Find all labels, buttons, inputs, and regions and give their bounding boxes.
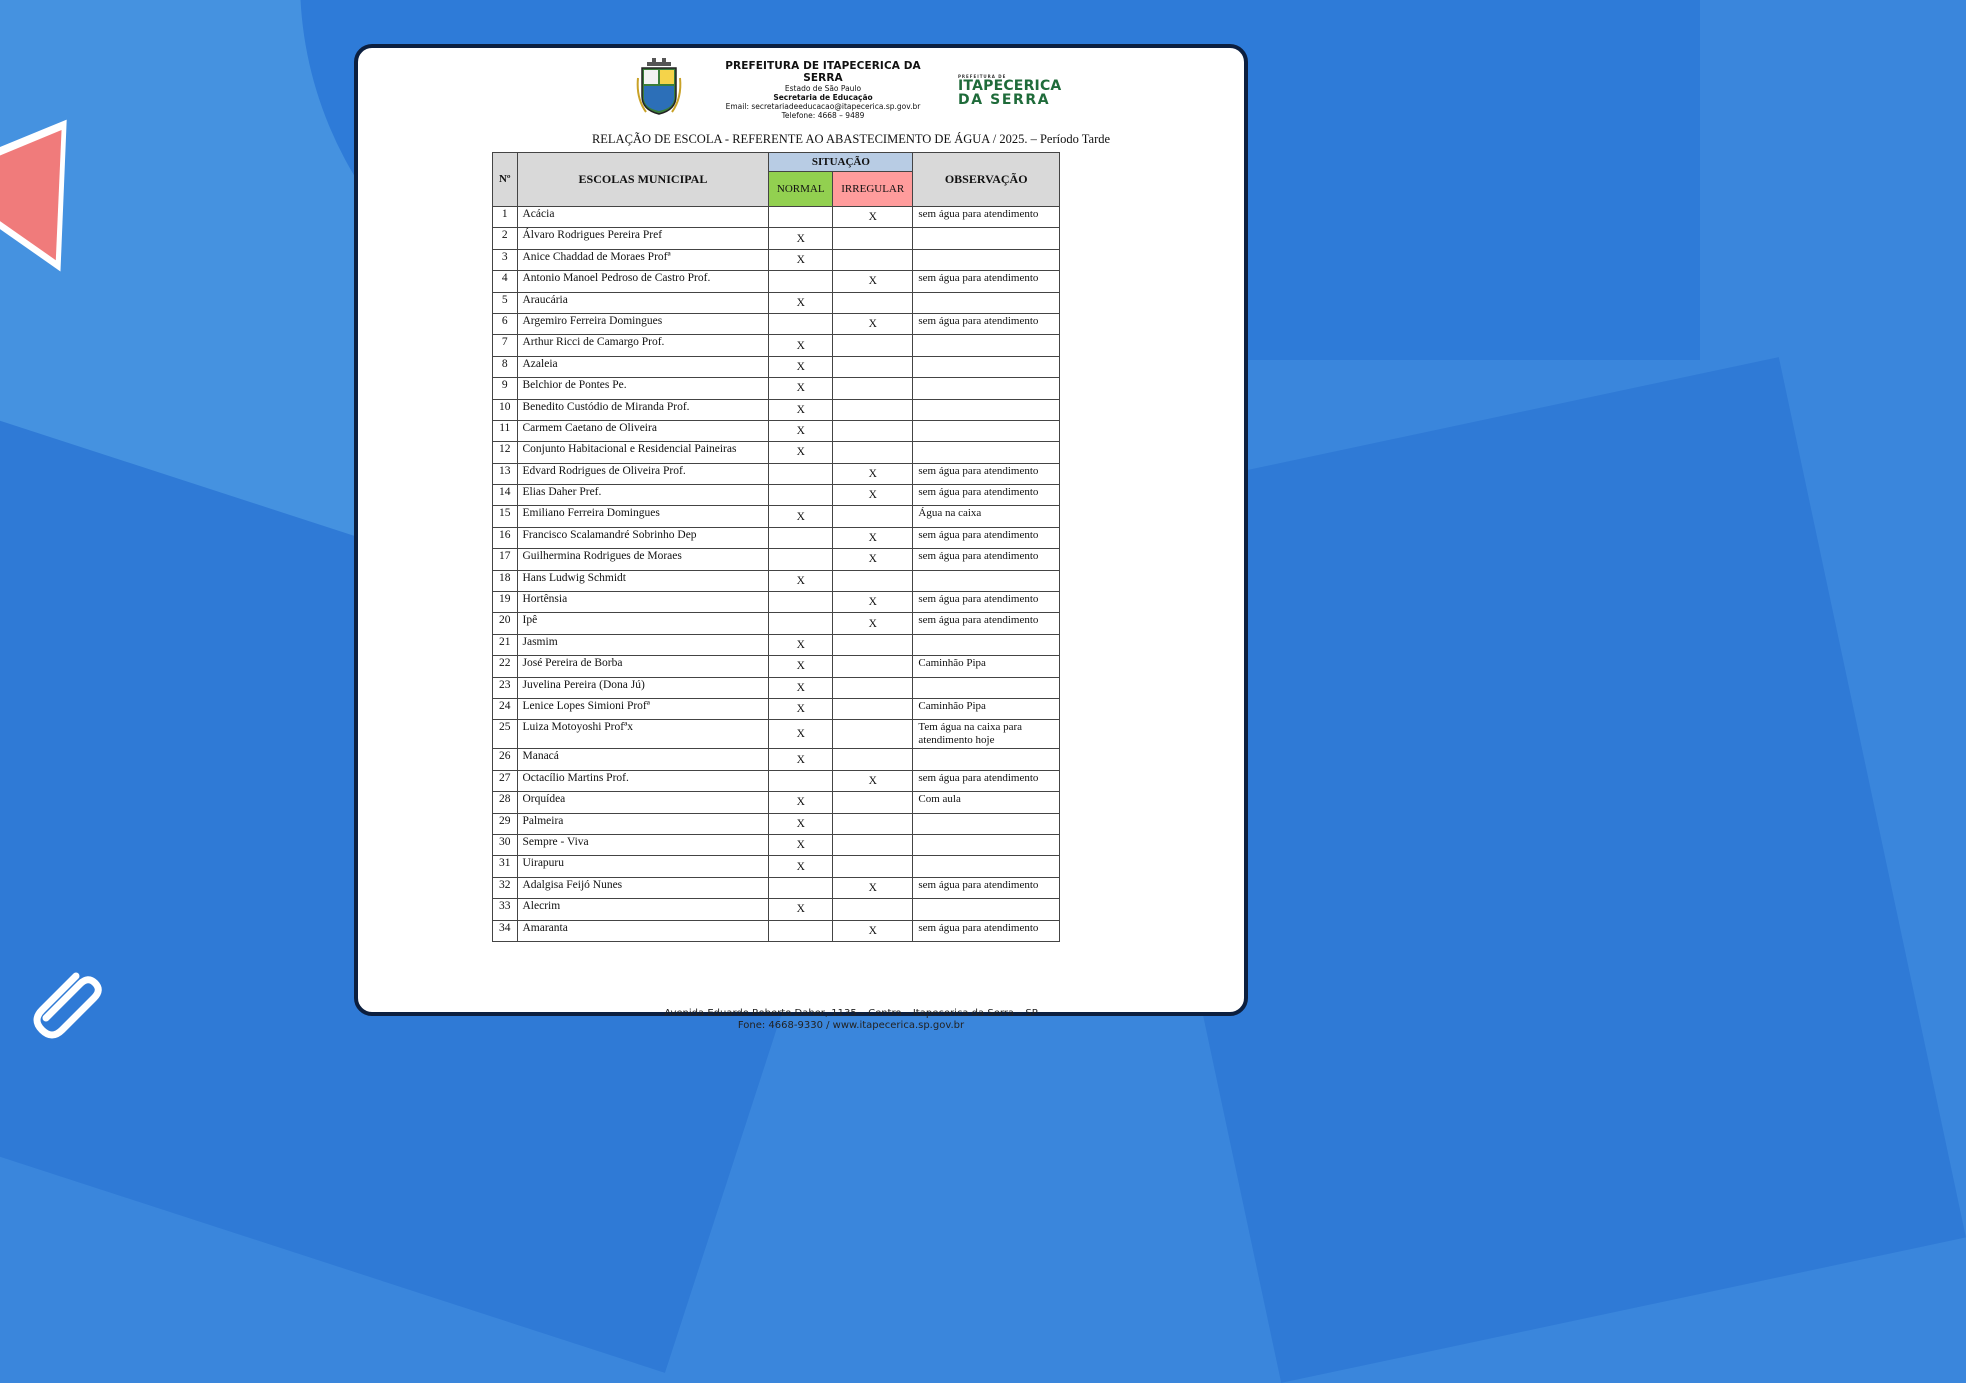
table-row — [493, 770, 1060, 791]
observation-text: sem água para atendimento — [913, 613, 1060, 634]
col-header-normal: NORMAL — [769, 172, 833, 207]
normal-mark: X — [769, 792, 833, 813]
observation-text — [913, 899, 1060, 920]
normal-mark: X — [769, 856, 833, 877]
row-number: 5 — [493, 292, 518, 313]
table-row — [493, 656, 1060, 677]
table-row — [493, 877, 1060, 898]
table-row — [493, 792, 1060, 813]
normal-mark: X — [769, 292, 833, 313]
observation-text — [913, 292, 1060, 313]
observation-text: Água na caixa — [913, 506, 1060, 527]
irregular-mark — [833, 335, 913, 356]
org-name: PREFEITURA DE ITAPECERICA DA SERRA — [725, 60, 921, 84]
table-body — [493, 207, 1060, 942]
city-logo — [958, 74, 1062, 108]
row-number: 26 — [493, 749, 518, 770]
school-name: Argemiro Ferreira Domingues — [517, 313, 769, 334]
irregular-mark — [833, 834, 913, 855]
row-number: 14 — [493, 485, 518, 506]
footer-contact: Fone: 4668-9330 / www.itapecerica.sp.gov.br — [737, 1020, 965, 1031]
table-row — [493, 720, 1060, 749]
table-row — [493, 271, 1060, 292]
irregular-mark — [833, 720, 913, 749]
document-title: RELAÇÃO DE ESCOLA - REFERENTE AO ABASTECIMENTO DE ÁGUA / 2025. – Período Tarde — [591, 132, 1111, 146]
row-number: 30 — [493, 834, 518, 855]
normal-mark — [769, 549, 833, 570]
school-name: Juvelina Pereira (Dona Jú) — [517, 677, 769, 698]
row-number: 23 — [493, 677, 518, 698]
normal-mark: X — [769, 634, 833, 655]
table-row — [493, 292, 1060, 313]
normal-mark: X — [769, 506, 833, 527]
row-number: 33 — [493, 899, 518, 920]
row-number: 27 — [493, 770, 518, 791]
table-row — [493, 378, 1060, 399]
irregular-mark — [833, 292, 913, 313]
observation-text: sem água para atendimento — [913, 485, 1060, 506]
school-name: Uirapuru — [517, 856, 769, 877]
irregular-mark: X — [833, 549, 913, 570]
observation-text: Com aula — [913, 792, 1060, 813]
table-row — [493, 485, 1060, 506]
table-row — [493, 442, 1060, 463]
observation-text: sem água para atendimento — [913, 920, 1060, 941]
school-name: Benedito Custódio de Miranda Prof. — [517, 399, 769, 420]
letterhead — [358, 58, 1244, 128]
row-number: 8 — [493, 356, 518, 377]
school-name: Sempre - Viva — [517, 834, 769, 855]
row-number: 22 — [493, 656, 518, 677]
observation-text — [913, 399, 1060, 420]
footer — [358, 1008, 1244, 1032]
logo-line-1: ITAPECERICA — [958, 78, 1062, 94]
school-name: Anice Chaddad de Moraes Profª — [517, 249, 769, 270]
school-name: Ipê — [517, 613, 769, 634]
row-number: 11 — [493, 420, 518, 441]
normal-mark: X — [769, 899, 833, 920]
observation-text — [913, 813, 1060, 834]
table-row — [493, 463, 1060, 484]
table-row — [493, 399, 1060, 420]
irregular-mark — [833, 228, 913, 249]
school-name: Elias Daher Pref. — [517, 485, 769, 506]
row-number: 1 — [493, 207, 518, 228]
normal-mark — [769, 271, 833, 292]
row-number: 15 — [493, 506, 518, 527]
normal-mark: X — [769, 656, 833, 677]
table-row — [493, 420, 1060, 441]
normal-mark: X — [769, 378, 833, 399]
col-header-school: ESCOLAS MUNICIPAL — [517, 153, 769, 207]
row-number: 34 — [493, 920, 518, 941]
email-line: Email: secretariadeeducacao@itapecerica.sp.gov.br — [725, 102, 921, 111]
table-row — [493, 356, 1060, 377]
normal-mark — [769, 613, 833, 634]
col-header-number: Nº — [493, 153, 518, 207]
observation-text — [913, 420, 1060, 441]
paperclip-icon — [32, 956, 112, 1036]
table-row — [493, 899, 1060, 920]
row-number: 28 — [493, 792, 518, 813]
school-name: Hortênsia — [517, 592, 769, 613]
row-number: 20 — [493, 613, 518, 634]
irregular-mark — [833, 749, 913, 770]
normal-mark: X — [769, 335, 833, 356]
col-header-situation: SITUAÇÃO — [769, 153, 913, 172]
row-number: 16 — [493, 527, 518, 548]
normal-mark: X — [769, 749, 833, 770]
irregular-mark — [833, 656, 913, 677]
school-name: Luiza Motoyoshi Profªx — [517, 720, 769, 749]
col-header-irregular: IRREGULAR — [833, 172, 913, 207]
normal-mark: X — [769, 677, 833, 698]
row-number: 21 — [493, 634, 518, 655]
irregular-mark — [833, 813, 913, 834]
state-name: Estado de São Paulo — [784, 84, 862, 93]
observation-text — [913, 378, 1060, 399]
row-number: 4 — [493, 271, 518, 292]
school-name: Emiliano Ferreira Domingues — [517, 506, 769, 527]
observation-text: sem água para atendimento — [913, 463, 1060, 484]
observation-text — [913, 356, 1060, 377]
row-number: 24 — [493, 698, 518, 719]
irregular-mark: X — [833, 592, 913, 613]
school-name: Guilhermina Rodrigues de Moraes — [517, 549, 769, 570]
logo-small-text: PREFEITURA DE — [958, 74, 1007, 79]
normal-mark — [769, 877, 833, 898]
irregular-mark: X — [833, 920, 913, 941]
irregular-mark — [833, 856, 913, 877]
row-number: 12 — [493, 442, 518, 463]
observation-text: sem água para atendimento — [913, 877, 1060, 898]
phone-line: Telefone: 4668 – 9489 — [781, 111, 865, 120]
irregular-mark: X — [833, 485, 913, 506]
row-number: 18 — [493, 570, 518, 591]
school-name: Francisco Scalamandré Sobrinho Dep — [517, 527, 769, 548]
table-row — [493, 749, 1060, 770]
irregular-mark — [833, 399, 913, 420]
school-name: Amaranta — [517, 920, 769, 941]
school-name: Palmeira — [517, 813, 769, 834]
table-row — [493, 527, 1060, 548]
school-name: Manacá — [517, 749, 769, 770]
school-name: José Pereira de Borba — [517, 656, 769, 677]
col-header-observation: OBSERVAÇÃO — [913, 153, 1060, 207]
irregular-mark: X — [833, 613, 913, 634]
observation-text: Tem água na caixa para atendimento hoje — [913, 720, 1060, 749]
normal-mark: X — [769, 356, 833, 377]
table-row — [493, 920, 1060, 941]
school-name: Edvard Rodrigues de Oliveira Prof. — [517, 463, 769, 484]
row-number: 32 — [493, 877, 518, 898]
irregular-mark — [833, 442, 913, 463]
coat-of-arms-icon — [636, 58, 682, 116]
irregular-mark — [833, 378, 913, 399]
irregular-mark: X — [833, 527, 913, 548]
table-row — [493, 856, 1060, 877]
table-row — [493, 570, 1060, 591]
irregular-mark — [833, 420, 913, 441]
normal-mark — [769, 463, 833, 484]
observation-text: sem água para atendimento — [913, 527, 1060, 548]
row-number: 7 — [493, 335, 518, 356]
normal-mark — [769, 485, 833, 506]
school-name: Alecrim — [517, 899, 769, 920]
table-row — [493, 592, 1060, 613]
table-row — [493, 207, 1060, 228]
table-row — [493, 228, 1060, 249]
irregular-mark: X — [833, 271, 913, 292]
normal-mark — [769, 920, 833, 941]
observation-text: sem água para atendimento — [913, 207, 1060, 228]
observation-text: Caminhão Pipa — [913, 698, 1060, 719]
normal-mark: X — [769, 698, 833, 719]
schools-table — [492, 152, 1060, 942]
row-number: 6 — [493, 313, 518, 334]
school-name: Lenice Lopes Simioni Profª — [517, 698, 769, 719]
observation-text — [913, 834, 1060, 855]
table-row — [493, 613, 1060, 634]
irregular-mark: X — [833, 877, 913, 898]
normal-mark: X — [769, 570, 833, 591]
row-number: 31 — [493, 856, 518, 877]
table-row — [493, 813, 1060, 834]
observation-text — [913, 570, 1060, 591]
letterhead-text — [708, 60, 938, 120]
logo-line-2: DA SERRA — [958, 92, 1051, 108]
irregular-mark — [833, 698, 913, 719]
observation-text — [913, 249, 1060, 270]
irregular-mark: X — [833, 313, 913, 334]
row-number: 9 — [493, 378, 518, 399]
school-name: Adalgisa Feijó Nunes — [517, 877, 769, 898]
observation-text — [913, 228, 1060, 249]
normal-mark — [769, 313, 833, 334]
observation-text: sem água para atendimento — [913, 313, 1060, 334]
row-number: 25 — [493, 720, 518, 749]
school-name: Acácia — [517, 207, 769, 228]
irregular-mark — [833, 634, 913, 655]
normal-mark — [769, 770, 833, 791]
observation-text — [913, 677, 1060, 698]
table-row — [493, 834, 1060, 855]
observation-text: sem água para atendimento — [913, 549, 1060, 570]
row-number: 13 — [493, 463, 518, 484]
irregular-mark — [833, 792, 913, 813]
normal-mark: X — [769, 249, 833, 270]
observation-text — [913, 856, 1060, 877]
school-name: Hans Ludwig Schmidt — [517, 570, 769, 591]
observation-text — [913, 335, 1060, 356]
table-row — [493, 313, 1060, 334]
school-name: Álvaro Rodrigues Pereira Pref — [517, 228, 769, 249]
table-row — [493, 335, 1060, 356]
irregular-mark — [833, 506, 913, 527]
irregular-mark — [833, 677, 913, 698]
table-row — [493, 249, 1060, 270]
irregular-mark — [833, 356, 913, 377]
observation-text: sem água para atendimento — [913, 770, 1060, 791]
irregular-mark: X — [833, 207, 913, 228]
normal-mark — [769, 592, 833, 613]
footer-address: Avenida Eduardo Roberto Daher, 1135 – Centro – Itapecerica da Serra – SP — [664, 1008, 1038, 1019]
school-name: Conjunto Habitacional e Residencial Paineiras — [517, 442, 769, 463]
normal-mark: X — [769, 720, 833, 749]
observation-text: sem água para atendimento — [913, 592, 1060, 613]
school-name: Jasmim — [517, 634, 769, 655]
normal-mark — [769, 207, 833, 228]
normal-mark: X — [769, 442, 833, 463]
school-name: Carmem Caetano de Oliveira — [517, 420, 769, 441]
row-number: 10 — [493, 399, 518, 420]
table-row — [493, 698, 1060, 719]
irregular-mark: X — [833, 770, 913, 791]
department-name: Secretaria de Educação — [773, 93, 873, 102]
observation-text — [913, 634, 1060, 655]
irregular-mark — [833, 570, 913, 591]
normal-mark: X — [769, 834, 833, 855]
normal-mark: X — [769, 399, 833, 420]
irregular-mark — [833, 249, 913, 270]
normal-mark: X — [769, 420, 833, 441]
irregular-mark: X — [833, 463, 913, 484]
observation-text: sem água para atendimento — [913, 271, 1060, 292]
row-number: 2 — [493, 228, 518, 249]
normal-mark: X — [769, 228, 833, 249]
school-name: Octacílio Martins Prof. — [517, 770, 769, 791]
observation-text: Caminhão Pipa — [913, 656, 1060, 677]
observation-text — [913, 442, 1060, 463]
school-name: Orquídea — [517, 792, 769, 813]
table-row — [493, 634, 1060, 655]
normal-mark: X — [769, 813, 833, 834]
table-row — [493, 506, 1060, 527]
table-row — [493, 677, 1060, 698]
observation-text — [913, 749, 1060, 770]
school-name: Antonio Manoel Pedroso de Castro Prof. — [517, 271, 769, 292]
normal-mark — [769, 527, 833, 548]
school-name: Araucária — [517, 292, 769, 313]
school-name: Arthur Ricci de Camargo Prof. — [517, 335, 769, 356]
row-number: 3 — [493, 249, 518, 270]
school-name: Belchior de Pontes Pe. — [517, 378, 769, 399]
row-number: 19 — [493, 592, 518, 613]
document-page — [354, 44, 1248, 1031]
table-row — [493, 549, 1060, 570]
row-number: 17 — [493, 549, 518, 570]
row-number: 29 — [493, 813, 518, 834]
school-name: Azaleia — [517, 356, 769, 377]
irregular-mark — [833, 899, 913, 920]
